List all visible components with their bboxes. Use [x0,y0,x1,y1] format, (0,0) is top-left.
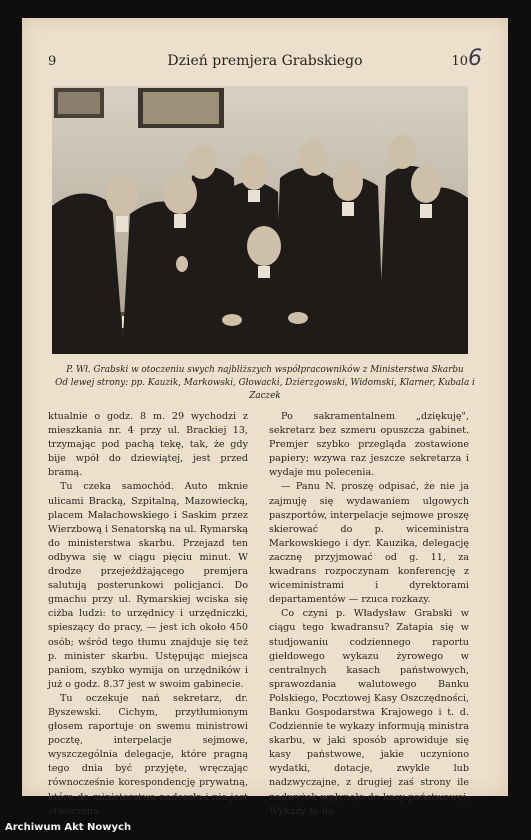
archive-footer [0,814,531,840]
running-title: Dzień premjera Grabskiego [167,53,363,69]
paragraph: — Panu N. proszę odpisać, że nie ja zajmuję się wydawaniem ulgowych paszportów, interpelacje sejmowe proszę skierować do p. wiceministra Markowskiego i dyr. Kauzika, delegację zacznę przyjmować od g. 11, za kwadrans rozpoczynam konferencję z wiceministrami i dyrektorami departamentów — rzuca rozkazy. [269,481,469,606]
page-header [22,46,508,74]
paragraph: Tu oczekuje nań sekretarz, dr. Byszewski. Cichym, przytłumionym głosem raportuje on swemu ministrowi pocztę, interpelacje sejmowe, wyszczególnia delegacje, które pragną tego dnia być przyjęte, wręczając równocześnie korespondencję prywatną, która do ministerstwa nadeszła i nie jest otworzona. [48,692,248,817]
paragraph: Tu czeka samochód. Auto mknie ulicami Bracką, Szpitalną, Mazowiecką, placem Małachowskiego i Saskim przez Wierzbową i Senatorską na ul. Rymarską do ministerstwa skarbu. Przejazd ten odbywa się w ciągu pięciu minut. W drodze przejeżdżającego premjera salutują posterunkowi policjanci. Do gmachu przy ul. Rymarskiej wciska się ciżba ludzi: to urzędnicy i urzędniczki, spieszący do pracy, — jest ich około 450 osób; wśród tego tłumu znajduje się też p. minister skarbu. Ustępując miejsca paniom, szybko wymija on urzędników i już o godz. 8.37 jest w swoim gabinecie. [48,481,248,690]
handwritten-page-mark: 6 [468,46,482,71]
photo-caption [42,364,488,403]
paragraph: Co czyni p. Władysław Grabski w ciągu tego kwadransu? Zatapia się w studjowaniu codziennego raportu giełdowego wykazu żyrowego w centralnych kasach państwowych, sprawozdania walutowego Banku Polskiego, Pocztowej Kasy Oszczędności, Banku Gospodarstwa Krajowego i t. d. Codziennie te wykazy informują ministra skarbu, w jaki sposób aprowiduje się kasy państwowe, jakie uczyniono wydatki, dotacje, zwykle lub nadzwyczajne, z drugiej zaś strony ile nadwyżek wpłynęło do kasy państwowej. Wykazy te da- [269,608,469,817]
caption-line-1: P. Wł. Grabski w otoczeniu swych najbliższych współpracowników z Ministerstwa Skarbu [66,365,464,375]
text-column-right [269,410,469,819]
caption-line-2: Od lewej strony: pp. Kauzik, Markowski, Głowacki, Dzierzgowski, Widomski, Klarner, Kubala i Zaczek [55,378,475,401]
photo-illustration [52,86,468,354]
group-photograph [52,86,468,354]
paragraph: Po sakramentalnem „dziękuję", sekretarz bez szmeru opuszcza gabinet. Premjer szybko przegląda zostawione papiery; wzywa raz jeszcze sekretarza i wydaje mu polecenia. [269,411,469,479]
archive-name: Archiwum Akt Nowych [5,822,132,833]
page-number-right: 10 [451,54,468,69]
paragraph: ktualnie o godz. 8 m. 29 wychodzi z mieszkania nr. 4 przy ul. Brackiej 13, trzymając pod pachą tekę, tak, że gdy bije wpół do dziewiątej, jest przed bramą. [48,411,248,479]
text-column-left [48,410,248,819]
document-page [22,18,508,817]
page-number-left: 9 [48,54,57,69]
